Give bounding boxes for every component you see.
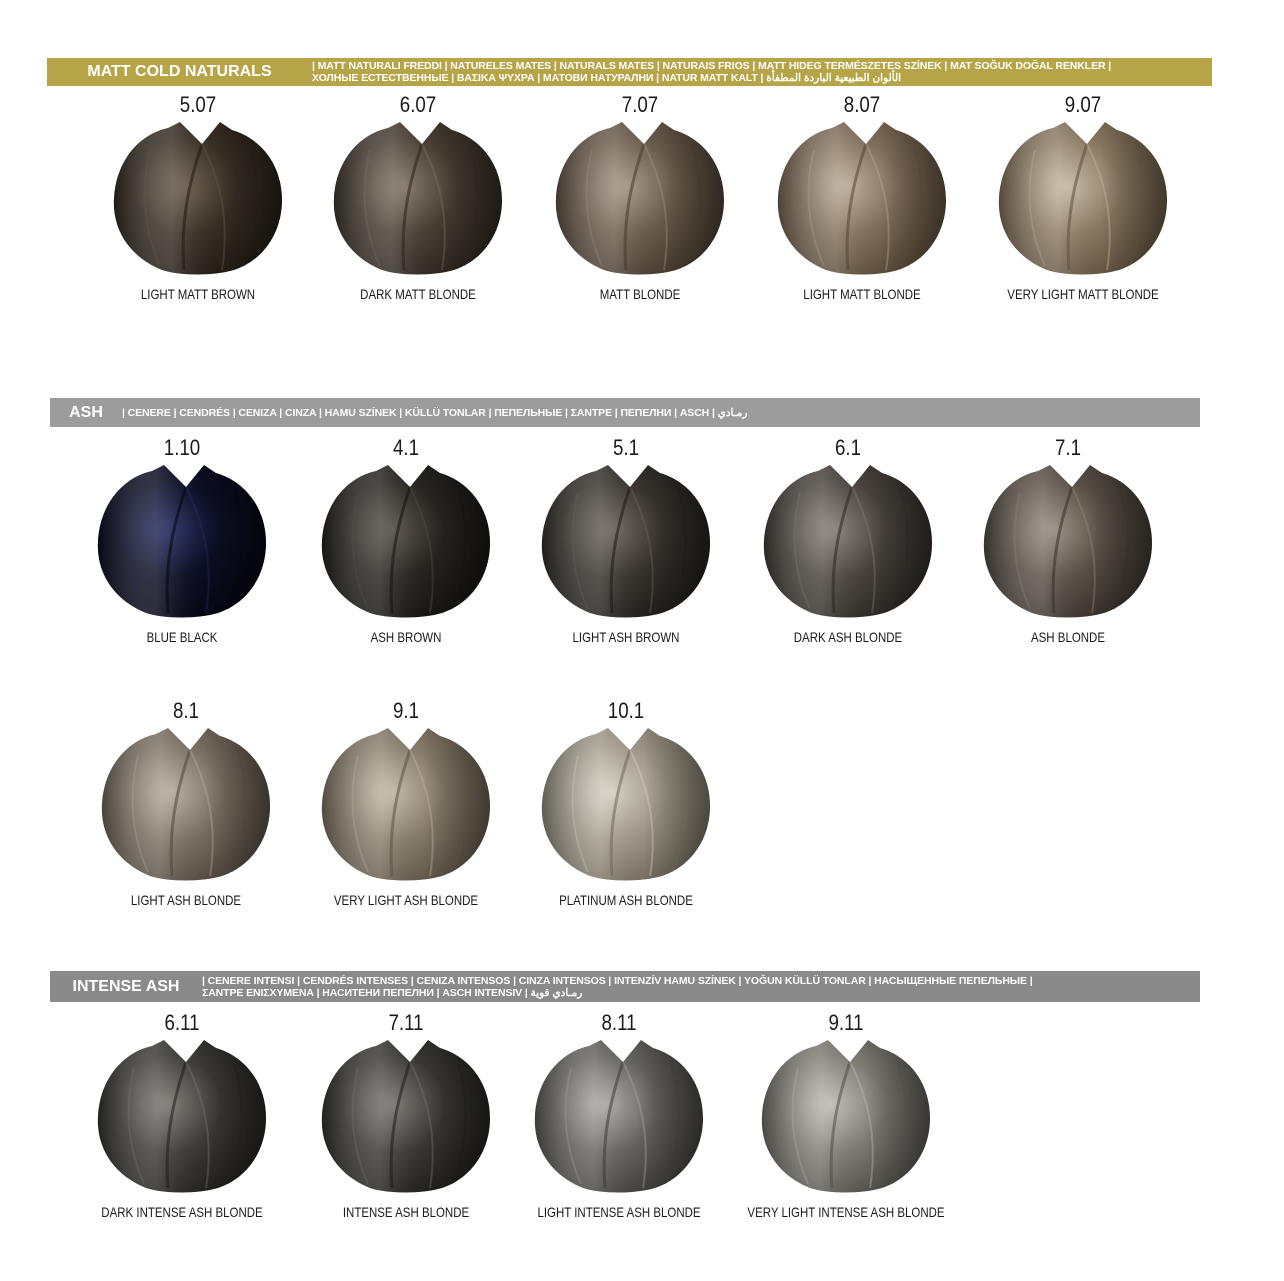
shade-name: VERY LIGHT ASH BLONDE [333, 892, 479, 908]
hair-swatch-image [98, 726, 274, 882]
hair-swatch-image [538, 463, 714, 619]
swatch[interactable] [308, 92, 528, 322]
swatch[interactable] [516, 435, 736, 665]
section-title: ASH [69, 403, 103, 421]
shade-name: ASH BROWN [370, 629, 442, 645]
shade-name: PLATINUM ASH BLONDE [559, 892, 693, 908]
hair-swatch-image [531, 1038, 707, 1194]
swatch[interactable] [72, 435, 292, 665]
section-bar-matt-cold-naturals [47, 58, 1212, 86]
shade-name: BLUE BLACK [146, 629, 218, 645]
shade-code: 6.1 [834, 435, 862, 460]
section-bar-intense-ash [50, 971, 1200, 1002]
shade-code: 5.07 [179, 92, 217, 117]
swatch[interactable] [76, 698, 296, 928]
shade-code: 5.1 [612, 435, 640, 460]
hair-swatch-image [318, 463, 494, 619]
section-languages [202, 975, 1033, 999]
shade-name: LIGHT MATT BLONDE [803, 286, 921, 302]
hair-swatch-image [110, 120, 286, 276]
swatch[interactable] [296, 698, 516, 928]
swatch[interactable] [72, 1010, 292, 1240]
hair-swatch-image [538, 726, 714, 882]
languages-line-1: | CENERE | CENDRÉS | CENIZA | CINZA | HAMU SZÍNEK | KÜLLÜ TONLAR | ПЕПЕЛЬНЫЕ | ΣΑΝΤΡΕ | ПЕПЕЛНИ | ASCH | رمـادي [122, 406, 748, 419]
shade-code: 6.07 [399, 92, 437, 117]
languages-line-2: ΣΑΝΤΡΕ ΕΝΙΣΧΥΜΕΝΑ | НАСИТЕНИ ПЕПЕЛНИ | ASCH INTENSIV | رمـادي قوية [202, 986, 583, 999]
swatch[interactable] [738, 435, 958, 665]
languages-line-1: | CENERE INTENSI | CENDRÉS INTENSES | CENIZA INTENSOS | CINZA INTENSOS | INTENZÍV HAMU SZÍNEK | YOĞUN KÜLLÜ TONLAR | НАСЫЩЕННЫЕ ПЕПЕЛЬНЫЕ | [202, 974, 1033, 987]
shade-name: VERY LIGHT MATT BLONDE [1007, 286, 1159, 302]
shade-name: DARK MATT BLONDE [360, 286, 476, 302]
section-title: INTENSE ASH [72, 977, 180, 995]
shade-code: 1.10 [163, 435, 201, 460]
shade-name: LIGHT ASH BROWN [572, 629, 680, 645]
shade-name: ASH BLONDE [1030, 629, 1106, 645]
hair-swatch-image [552, 120, 728, 276]
swatch[interactable] [88, 92, 308, 322]
swatch[interactable] [296, 1010, 516, 1240]
shade-code: 10.1 [607, 698, 645, 723]
languages-line-2: ХОЛНЫЕ ЕСТЕСТВЕННЫЕ | ΒΑΣΙΚΑ ΨΥΧΡΑ | МАТОВИ НАТУРАЛНИ | NATUR MATT KALT | الألوان الطبيعية الباردة المطفأة [312, 72, 902, 84]
hair-swatch-image [330, 120, 506, 276]
swatch[interactable] [752, 92, 972, 322]
shade-code: 8.1 [172, 698, 200, 723]
shade-code: 6.11 [164, 1010, 200, 1035]
hair-swatch-image [94, 463, 270, 619]
shade-code: 8.07 [843, 92, 881, 117]
shade-code: 7.1 [1054, 435, 1082, 460]
hair-swatch-image [758, 1038, 934, 1194]
hair-swatch-image [94, 1038, 270, 1194]
shade-code: 9.11 [828, 1010, 864, 1035]
shade-code: 9.07 [1064, 92, 1102, 117]
hair-swatch-image [980, 463, 1156, 619]
hair-swatch-image [995, 120, 1171, 276]
swatch[interactable] [736, 1010, 956, 1240]
shade-name: INTENSE ASH BLONDE [342, 1204, 470, 1220]
hair-swatch-image [318, 1038, 494, 1194]
section-languages [312, 60, 1111, 84]
swatch[interactable] [296, 435, 516, 665]
hair-swatch-image [318, 726, 494, 882]
hair-swatch-image [760, 463, 936, 619]
shade-code: 4.1 [392, 435, 420, 460]
swatch[interactable] [530, 92, 750, 322]
swatch[interactable] [958, 435, 1178, 665]
section-title: MATT COLD NATURALS [87, 63, 272, 80]
shade-name: LIGHT INTENSE ASH BLONDE [537, 1204, 701, 1220]
shade-name: DARK ASH BLONDE [793, 629, 903, 645]
swatch[interactable] [973, 92, 1193, 322]
shade-name: LIGHT ASH BLONDE [130, 892, 242, 908]
swatch[interactable] [509, 1010, 729, 1240]
shade-code: 8.11 [601, 1010, 637, 1035]
shade-code: 9.1 [392, 698, 420, 723]
hair-swatch-image [774, 120, 950, 276]
shade-code: 7.07 [621, 92, 659, 117]
languages-line-1: | MATT NATURALI FREDDI | NATURELES MATES | NATURALS MATES | NATURAIS FRIOS | MATT HIDEG TERMÉSZETES SZÍNEK | MAT SOĞUK DOĞAL RENKLER | [312, 60, 1112, 72]
shade-name: DARK INTENSE ASH BLONDE [101, 1204, 263, 1220]
shade-name: VERY LIGHT INTENSE ASH BLONDE [747, 1204, 945, 1220]
section-bar-ash [50, 398, 1200, 427]
shade-name: LIGHT MATT BROWN [140, 286, 256, 302]
shade-name: MATT BLONDE [599, 286, 681, 302]
shade-code: 7.11 [388, 1010, 424, 1035]
swatch[interactable] [516, 698, 736, 928]
